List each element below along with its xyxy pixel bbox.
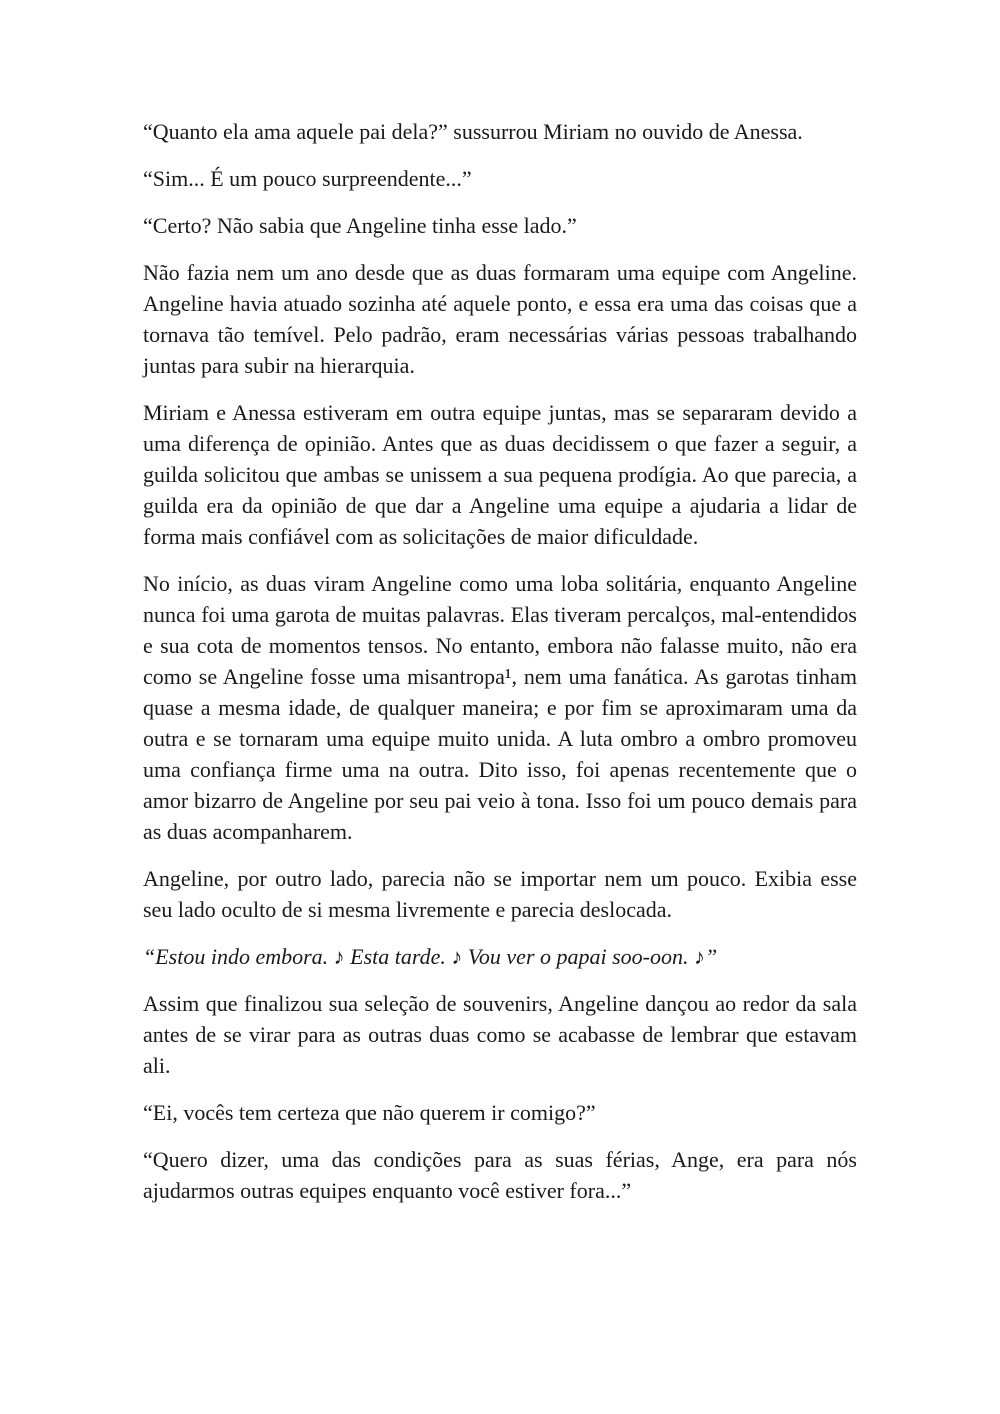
paragraph-4: Não fazia nem um ano desde que as duas formaram uma equipe com Angeline. Angeline havia atuado sozinha até aquele ponto, e essa era uma das coisas que a tornava tão temível. Pelo padrão, eram necessárias várias pessoas trabalhando juntas para subir na hierarquia.	[143, 260, 857, 378]
paragraph-9: Assim que finalizou sua seleção de souvenirs, Angeline dançou ao redor da sala antes de se virar para as outras duas como se acabasse de lembrar que estavam ali.	[143, 991, 857, 1078]
paragraph-5: Miriam e Anessa estiveram em outra equipe juntas, mas se separaram devido a uma diferença de opinião. Antes que as duas decidissem o que fazer a seguir, a guilda solicitou que ambas se unissem a sua pequena prodígia. Ao que parecia, a guilda era da opinião de que dar a Angeline uma equipe a ajudaria a lidar de forma mais confiável com as solicitações de maior dificuldade.	[143, 400, 857, 549]
document-page	[143, 116, 857, 1222]
paragraph-6: No início, as duas viram Angeline como uma loba solitária, enquanto Angeline nunca foi uma garota de muitas palavras. Elas tiveram percalços, mal-entendidos e sua cota de momentos tensos. No entanto, embora não falasse muito, não era como se Angeline fosse uma misantropa¹, nem uma fanática. As garotas tinham quase a mesma idade, de qualquer maneira; e por fim se aproximaram uma da outra e se tornaram uma equipe muito unida. A luta ombro a ombro promoveu uma confiança firme uma na outra. Dito isso, foi apenas recentemente que o amor bizarro de Angeline por seu pai veio à tona. Isso foi um pouco demais para as duas acompanharem.	[143, 571, 857, 844]
paragraph-10: “Ei, vocês tem certeza que não querem ir comigo?”	[143, 1100, 596, 1125]
paragraph-7: Angeline, por outro lado, parecia não se importar nem um pouco. Exibia esse seu lado oculto de si mesma livremente e parecia deslocada.	[143, 866, 857, 922]
paragraph-11: “Quero dizer, uma das condições para as suas férias, Ange, era para nós ajudarmos outras equipes enquanto você estiver fora...”	[143, 1147, 857, 1203]
paragraph-2: “Sim... É um pouco surpreendente...”	[143, 166, 472, 191]
paragraph-1: “Quanto ela ama aquele pai dela?” sussurrou Miriam no ouvido de Anessa.	[143, 119, 803, 144]
song-line: “Estou indo embora. ♪ Esta tarde. ♪ Vou ver o papai soo-oon. ♪”	[143, 944, 718, 969]
paragraph-3: “Certo? Não sabia que Angeline tinha esse lado.”	[143, 213, 577, 238]
